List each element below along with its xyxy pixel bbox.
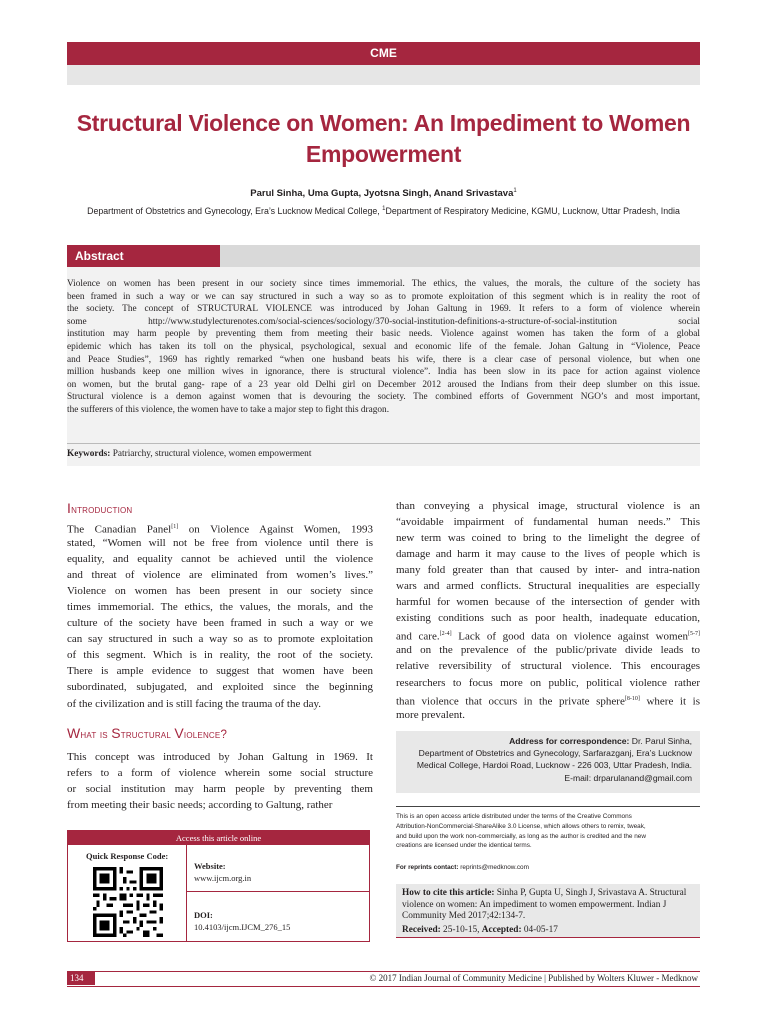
text-segment: can say structured in such a way so as to promote exploitation: [67, 633, 373, 646]
cite-line-2: violence on women: An impediment to women empowerment. Indian J: [402, 899, 667, 910]
license-line-3: and build upon the work non-commercially, as long as the author is credited and the new: [396, 832, 646, 840]
reprints-label: For reprints contact:: [396, 864, 459, 871]
text-segment: existing conditions such as poor health, inadequate education,: [396, 612, 700, 625]
article-title: [67, 108, 700, 170]
text-line: [67, 303, 700, 316]
text-segment: than conveying a physical image, structural violence is an: [396, 500, 700, 512]
abstract-body: [67, 278, 700, 417]
text-segment: been framed in such a way or we can say structured in such a way so as to promote exploitation of this segment which is in reality the root of: [67, 291, 700, 302]
text-line: [396, 691, 700, 707]
reprints-email[interactable]: reprints@medknow.com: [458, 864, 529, 871]
authors-sup: 1: [513, 188, 517, 194]
whatis-h5: V: [174, 725, 184, 741]
text-segment: stated, “Women will not be free from violence until there is: [67, 537, 373, 550]
license-notice: [396, 806, 700, 851]
keywords-label: Keywords:: [67, 449, 111, 459]
text-segment: refers to a form of violence wherein some social structure: [67, 767, 373, 780]
text-line: [396, 675, 700, 691]
text-segment: wars and armed conflicts. Structural inequalities are especially: [396, 580, 700, 593]
text-segment: There is ample evidence to suggest that women have been: [67, 665, 373, 678]
website-label: Website:: [194, 861, 226, 871]
access-divider-vertical: [186, 845, 187, 942]
affil-part-1: Department of Obstetrics and Gynecology, Era’s Lucknow Medical College,: [87, 206, 383, 216]
doi-link[interactable]: 10.4103/ijcm.IJCM_276_15: [194, 922, 291, 932]
text-segment: This concept was introduced by Johan Galtung in 1969. It: [67, 751, 373, 763]
text-segment: from meeting their basic needs; according to Galtung, rather: [67, 799, 333, 812]
text-segment: than violence that occurs in the private sphere: [396, 695, 625, 708]
text-segment: Lack of good data on violence against women: [451, 631, 688, 644]
corr-name: Dr. Parul Sinha,: [629, 736, 692, 746]
corr-email[interactable]: E-mail: drparulanand@gmail.com: [564, 772, 692, 783]
accepted-label: Accepted:: [481, 924, 522, 935]
text-segment: million husbands keep one million wives in ignorance, there is structural violence”. India has been slow in its pace for action against violence: [67, 367, 700, 378]
text-line: [67, 551, 373, 567]
text-line: [67, 328, 700, 341]
text-line: [67, 391, 700, 404]
text-segment: The Canadian Panel: [67, 523, 172, 536]
text-segment: researchers to focus more on public, political violence rather: [396, 676, 700, 689]
text-line: [67, 567, 373, 583]
affiliations: [67, 206, 700, 216]
text-line: [396, 514, 700, 530]
text-segment: or social institution may harm people by preventing them: [67, 783, 373, 796]
text-segment: culture of the society have been framed in such a way or we: [67, 617, 373, 630]
intro-heading-initial: I: [67, 500, 72, 516]
text-line: [396, 610, 700, 626]
text-segment: the society. The concept of STRUCTURAL VIOLENCE was introduced by Johan Galtung in 1969. It refers to a form of violence wherein: [67, 304, 700, 315]
text-line: [67, 599, 373, 615]
text-line: [67, 781, 373, 797]
keywords-text: Patriarchy, structural violence, women empowerment: [110, 449, 312, 459]
text-segment: new term was coined to bring to the limelight the degree of: [396, 532, 700, 545]
text-segment: many fold greater than that caused by inter- and intra-nation: [396, 564, 700, 577]
qr-code-icon[interactable]: [93, 867, 163, 937]
text-segment: the sufferers of this violence, the women have to take a major step to fight this dragon.: [67, 404, 390, 415]
title-line-2: Empowerment: [305, 141, 462, 167]
text-segment: “avoidable impairment of fundamental human needs.” This: [396, 516, 700, 529]
whatis-h3: S: [111, 725, 121, 741]
whatis-h6: iolence?: [183, 729, 228, 741]
text-segment: and threat of violence are eliminated from women’s lives.”: [67, 569, 373, 582]
license-line-4: creations are licensed under the identical terms.: [396, 842, 532, 850]
text-segment: of the civilization and is still facing the trauma of the day.: [67, 697, 322, 710]
cite-label: How to cite this article:: [402, 888, 495, 898]
text-line: [67, 291, 700, 304]
text-segment: Violence on women has been present in our society since times immemorial. The ethics, the values, the morals, the culture of the society has: [67, 279, 700, 289]
affil-sup: 1: [382, 206, 386, 213]
access-divider-horizontal: [186, 891, 370, 892]
citation-ref[interactable]: [2-4]: [439, 631, 452, 638]
text-segment: Violence on women has been present in our society since: [67, 585, 373, 598]
text-line: [67, 519, 373, 535]
text-line: [67, 366, 700, 379]
text-line: [67, 535, 373, 551]
text-line: [396, 530, 700, 546]
text-segment: epidemic which has taken its toll on the physical, psychological, sexual and economic life of the female. Johan Galtung in “Violence, Peace: [67, 341, 700, 352]
text-line: [396, 626, 700, 642]
license-line-2: Attribution-NonCommercial-ShareAlike 3.0 License, which allows others to remix, tweak,: [396, 822, 646, 830]
text-line: [67, 631, 373, 647]
received-date: 25-10-15,: [440, 924, 482, 935]
text-segment: and Peace Studies”, 1969 has rightly remarked “when one husband beats his wife, there is a clear case of personal violence, but when one: [67, 354, 700, 365]
authors-text: Parul Sinha, Uma Gupta, Jyotsna Singh, Anand Srivastava: [250, 188, 514, 200]
doi-label: DOI:: [194, 910, 213, 920]
text-line: [67, 404, 700, 417]
text-line: [396, 707, 700, 723]
cite-line-3: Community Med 2017;42:134-7.: [402, 911, 526, 922]
text-line: [396, 642, 700, 658]
affil-part-2: Department of Respiratory Medicine, KGMU, Lucknow, Uttar Pradesh, India: [385, 206, 680, 216]
section-banner-shade: [67, 65, 700, 85]
introduction-heading: [67, 500, 132, 516]
author-list: [67, 188, 700, 199]
accepted-date: 04-05-17: [521, 924, 558, 935]
citation-box: [396, 884, 700, 938]
text-segment: where it is: [639, 695, 700, 708]
keywords-line: [67, 449, 700, 459]
text-line: [67, 679, 373, 695]
page-number: 134: [67, 971, 95, 985]
text-segment: times immemorial. The ethics, the values, the morals, and the: [67, 601, 373, 614]
text-line: [67, 615, 373, 631]
text-segment: equality, and equality cannot be achieved until the violence: [67, 553, 373, 566]
corr-label: Address for correspondence:: [509, 736, 630, 746]
corr-line-3: Medical College, Hardoi Road, Lucknow - 226 003, Uttar Pradesh, India.: [416, 760, 692, 771]
website-link[interactable]: www.ijcm.org.in: [194, 873, 252, 883]
license-line-1: This is an open access article distributed under the terms of the Creative Commons: [396, 813, 632, 820]
text-line: [67, 797, 373, 813]
abstract-heading: Abstract: [67, 245, 220, 267]
citation-ref[interactable]: [1]: [171, 524, 179, 530]
whatis-h2: hat is: [80, 729, 112, 741]
text-line: [67, 765, 373, 781]
title-line-1: Structural Violence on Women: An Impediment to Women: [76, 110, 691, 136]
text-segment: some http://www.studylecturenotes.com/social-sciences/sociology/370-social-institution-definitions-a-structure-of-social-institution social: [67, 316, 700, 327]
text-line: [67, 583, 373, 599]
section-label: CME: [370, 46, 397, 60]
what-is-heading: [67, 725, 227, 741]
access-heading: Access this article online: [68, 831, 369, 845]
text-line: [396, 658, 700, 674]
text-segment: and care.: [396, 631, 440, 644]
received-label: Received:: [402, 924, 441, 935]
text-line: [67, 663, 373, 679]
text-segment: subordinated, subjugated, and exploited since the beginning: [67, 681, 373, 694]
right-column-body: [396, 498, 700, 723]
footer-credit: © 2017 Indian Journal of Community Medicine | Published by Wolters Kluwer - Medknow: [369, 973, 698, 983]
access-online-box: [67, 830, 370, 942]
correspondence-box: [396, 731, 700, 793]
text-line: [67, 696, 373, 712]
text-line: [67, 341, 700, 354]
text-segment: damage and harm it may cause to the lives of people which is: [396, 548, 700, 561]
intro-heading-rest: ntroduction: [71, 504, 133, 516]
reprints-contact: [396, 864, 700, 871]
text-line: [396, 594, 700, 610]
whatis-h1: W: [67, 725, 81, 741]
abstract-heading-bar: [220, 245, 700, 267]
what-is-body: [67, 749, 373, 813]
text-line: [396, 562, 700, 578]
text-line: [396, 578, 700, 594]
text-segment: Structural violence is a demon against women that is devouring the society. The combined efforts of Government NGO’s and most important,: [67, 392, 700, 403]
text-segment: institution may harm people by preventing them from meeting their basic needs. Violence against women has taken the form of a global: [67, 329, 700, 340]
text-segment: more prevalent.: [396, 708, 466, 721]
text-segment: on Violence Against Women, 1993: [178, 523, 373, 536]
section-banner: [67, 42, 700, 65]
citation-ref[interactable]: [8-10]: [624, 695, 640, 702]
whatis-h4: tructural: [120, 729, 175, 741]
text-segment: relative reversibility of structural violence. This encourages: [396, 660, 700, 673]
text-line: [67, 278, 700, 291]
text-segment: and on the prevalence of the public/private divide leads to: [396, 644, 700, 657]
abstract-divider: [67, 443, 700, 444]
text-segment: on women, but the brutal gang- rape of a 23 year old Delhi girl on December 2012 aroused the Indians from their deep slumber on this issue.: [67, 379, 700, 390]
text-segment: of this segment. Which is in reality, the root of the society.: [67, 649, 373, 662]
text-line: [67, 647, 373, 663]
text-line: [67, 316, 700, 329]
text-segment: harmful for women because of the intersection of gender with: [396, 596, 700, 609]
text-line: [67, 354, 700, 367]
qr-label: Quick Response Code:: [86, 851, 169, 861]
citation-ref[interactable]: [5-7]: [688, 631, 700, 638]
introduction-body: [67, 519, 373, 712]
corr-line-2: Department of Obstetrics and Gynecology, Sarfarazganj, Era’s Lucknow: [418, 748, 692, 759]
text-line: [396, 498, 700, 514]
text-line: [67, 749, 373, 765]
text-line: [67, 379, 700, 392]
text-line: [396, 546, 700, 562]
cite-line-1: Sinha P, Gupta U, Singh J, Srivastava A. Structural: [494, 888, 687, 898]
